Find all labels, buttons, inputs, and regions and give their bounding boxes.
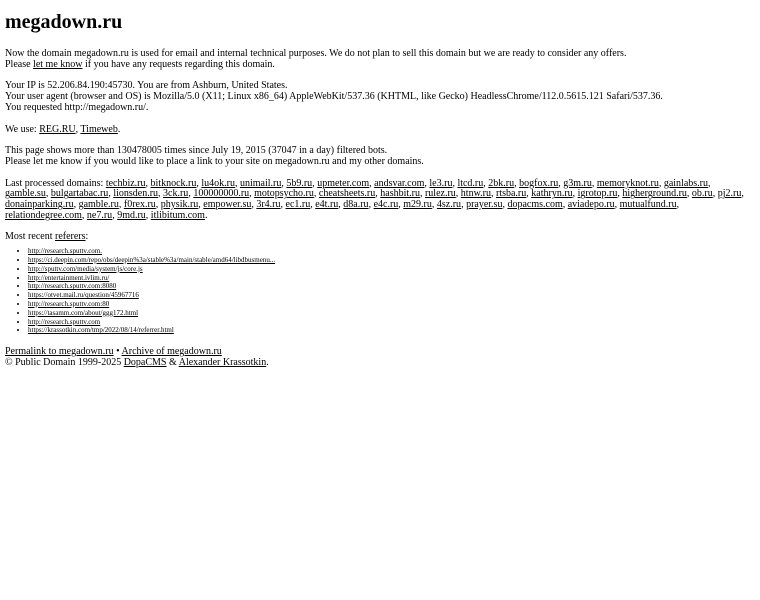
- let-me-know-link[interactable]: let me know: [33, 58, 83, 70]
- domain-link[interactable]: ec1.ru: [285, 199, 311, 211]
- domain-list: [5, 178, 744, 221]
- copyright-amp: &: [166, 356, 179, 368]
- domain-separator: ,: [249, 188, 255, 200]
- domain-separator: ,: [73, 199, 79, 211]
- domain-link[interactable]: ltcd.ru: [457, 177, 484, 189]
- domain-link[interactable]: rulez.ru: [424, 188, 456, 200]
- referer-link[interactable]: https://tasamm.com/about/ggg172.html: [28, 308, 139, 317]
- domain-link[interactable]: bitknock.ru: [150, 177, 197, 189]
- domain-link[interactable]: 100000000.ru: [193, 188, 250, 200]
- we-use-end: .: [117, 123, 121, 135]
- domain-link[interactable]: higherground.ru: [622, 188, 687, 200]
- referers-link[interactable]: referers: [55, 231, 86, 243]
- domain-link[interactable]: donainparking.ru: [5, 199, 74, 211]
- domain-link[interactable]: e4t.ru: [315, 199, 339, 211]
- copyright-text: © Public Domain 1999-2025: [5, 356, 124, 368]
- footer-bullet: •: [113, 346, 122, 358]
- domain-link[interactable]: gamble.su: [5, 188, 46, 200]
- domain-separator: ,: [483, 177, 489, 189]
- domain-link[interactable]: gainlabs.ru: [663, 177, 708, 189]
- domain-link[interactable]: ne7.ru: [86, 209, 113, 221]
- domain-separator: ,: [514, 177, 520, 189]
- domain-link[interactable]: kathryn.ru: [531, 188, 573, 200]
- domain-separator: ,: [707, 177, 711, 189]
- ip-text: Your IP is 52.206.84.190:45730. You are from Ashburn, United States.: [5, 80, 288, 92]
- domain-link[interactable]: empower.su: [203, 199, 252, 211]
- archive-link[interactable]: Archive of megadown.ru: [121, 346, 222, 358]
- domain-link[interactable]: le3.ru: [429, 177, 453, 189]
- referer-link[interactable]: http://research.sputtv.com: [28, 317, 101, 326]
- domain-link[interactable]: cheatsheets.ru: [318, 188, 376, 200]
- domain-link[interactable]: unimail.ru: [239, 177, 282, 189]
- domain-separator: ,: [196, 177, 202, 189]
- referer-link[interactable]: http://sputtv.com/media/system/js/core.js: [28, 264, 143, 273]
- domain-separator: ,: [562, 199, 568, 211]
- domain-link[interactable]: rtsba.ru: [495, 188, 527, 200]
- referer-link[interactable]: https://krassotkin.com/tmp/2022/08/14/referrer.html: [28, 326, 174, 335]
- user-agent-text: Your user agent (browser and OS) is Mozilla/5.0 (X11; Linux x86_64) AppleWebKit/537.36 (KHTML, like Gecko) HeadlessChrome/112.0.5615.121 Safari/537.36.: [5, 91, 663, 103]
- domain-link[interactable]: lionsden.ru: [113, 188, 159, 200]
- referer-item: [28, 309, 755, 318]
- domain-link[interactable]: f0rex.ru: [123, 199, 156, 211]
- processed-label: Last processed domains:: [5, 177, 106, 189]
- domain-link[interactable]: relationdegree.com: [5, 209, 82, 221]
- intro-text: Now the domain megadown.ru is used for email and internal technical purposes. We do not plan to sell this domain but we are ready to consider any offers.: [5, 48, 627, 59]
- domain-separator: ,: [281, 177, 287, 189]
- domain-separator: ,: [526, 188, 532, 200]
- requested-text: You requested http://megadown.ru/.: [5, 101, 149, 113]
- we-use-label: We use:: [5, 123, 40, 135]
- domain-link[interactable]: memoryknot.ru: [596, 177, 659, 189]
- referer-item: [28, 256, 755, 265]
- referer-item: [28, 300, 755, 309]
- domain-link[interactable]: d8a.ru: [343, 199, 369, 211]
- domain-separator: ,: [45, 188, 51, 200]
- domain-link[interactable]: 3ck.ru: [163, 188, 189, 200]
- referer-item: [28, 274, 755, 283]
- domain-separator: ,: [310, 199, 316, 211]
- domain-link[interactable]: physik.ru: [160, 199, 199, 211]
- regru-link[interactable]: REG.RU: [39, 123, 76, 135]
- domain-separator: ,: [280, 199, 286, 211]
- visitor-info: [5, 81, 755, 113]
- domain-separator: ,: [455, 188, 461, 200]
- processed-end: .: [204, 209, 208, 221]
- referer-link[interactable]: https://otvet.mail.ru/question/45967716: [28, 291, 139, 300]
- domain-separator: ,: [313, 188, 319, 200]
- referer-link[interactable]: http://research.sputtv.com.: [28, 247, 102, 256]
- referer-item: [28, 265, 755, 274]
- referers-section: [5, 232, 755, 335]
- domain-separator: ,: [188, 188, 194, 200]
- domain-separator: ,: [338, 199, 344, 211]
- processed-domains: [5, 179, 755, 222]
- domain-link[interactable]: gamble.ru: [78, 199, 119, 211]
- referer-link[interactable]: http://research.sputtv.com:8080: [28, 282, 117, 291]
- domain-separator: ,: [158, 188, 164, 200]
- intro-requests-text: if you have any requests regarding this domain.: [82, 58, 275, 70]
- dopacms-link[interactable]: DopaCMS: [123, 356, 167, 368]
- stats-text: This page shows more than 130478005 times since July 19, 2015 (37047 in a day) filtered bots.: [5, 145, 388, 157]
- domain-link[interactable]: dopacms.com: [507, 199, 563, 211]
- domain-separator: ,: [424, 177, 430, 189]
- domain-separator: ,: [145, 209, 151, 221]
- page-title: megadown.ru: [5, 11, 123, 33]
- domain-separator: ,: [502, 199, 508, 211]
- domain-separator: ,: [369, 177, 375, 189]
- domain-link[interactable]: bogfox.ru: [519, 177, 559, 189]
- referer-list: [5, 247, 755, 335]
- domain-separator: ,: [461, 199, 467, 211]
- domain-link[interactable]: upmeter.com: [317, 177, 370, 189]
- referer-item: [28, 247, 755, 256]
- domain-link[interactable]: aviadepo.ru: [567, 199, 615, 211]
- domain-separator: ,: [234, 177, 240, 189]
- domain-link[interactable]: hashbit.ru: [380, 188, 420, 200]
- domain-separator: ,: [398, 199, 404, 211]
- domain-link[interactable]: 4sz.ru: [436, 199, 462, 211]
- domain-separator: ,: [108, 188, 114, 200]
- domain-link[interactable]: g3m.ru: [563, 177, 592, 189]
- domain-link[interactable]: htnw.ru: [460, 188, 491, 200]
- stats-paragraph: [5, 146, 755, 167]
- domain-link[interactable]: e4c.ru: [373, 199, 399, 211]
- domain-link[interactable]: lu4ok.ru: [201, 177, 235, 189]
- domain-separator: ,: [490, 188, 496, 200]
- link-request-text: Please let me know if you would like to place a link to your site on megadown.ru and my other domains.: [5, 155, 424, 167]
- domain-separator: ,: [368, 199, 374, 211]
- domain-separator: ,: [118, 199, 124, 211]
- domain-link[interactable]: itlibitum.com: [150, 209, 205, 221]
- footer: [5, 347, 755, 368]
- domain-separator: ,: [686, 188, 692, 200]
- domain-separator: ,: [81, 209, 87, 221]
- domain-separator: ,: [419, 188, 425, 200]
- intro-please-text: Please: [5, 58, 34, 70]
- domain-link[interactable]: 5b9.ru: [286, 177, 313, 189]
- author-link[interactable]: Alexander Krassotkin: [178, 356, 267, 368]
- domain-link[interactable]: igrotop.ru: [577, 188, 618, 200]
- domain-link[interactable]: mutualfund.ru: [619, 199, 677, 211]
- domain-separator: ,: [572, 188, 578, 200]
- domain-separator: ,: [375, 188, 381, 200]
- permalink-link[interactable]: Permalink to megadown.ru: [5, 346, 114, 358]
- timeweb-link[interactable]: Timeweb: [80, 123, 118, 135]
- domain-link[interactable]: ob.ru: [691, 188, 713, 200]
- domain-link[interactable]: 9md.ru: [117, 209, 146, 221]
- referers-label: Most recent: [5, 231, 55, 243]
- domain-separator: ,: [145, 177, 151, 189]
- domain-separator: ,: [741, 188, 744, 200]
- referer-item: [28, 291, 755, 300]
- domain-separator: ,: [312, 177, 318, 189]
- referer-link[interactable]: http://entertainment.ivlim.ru/: [28, 273, 110, 282]
- referer-link[interactable]: https://ci.deepin.com/repo/obs/deepin%3a/stable%3a/main/stable/amd64/libdbusmenu...: [28, 255, 276, 264]
- domain-separator: ,: [155, 199, 161, 211]
- referers-colon: :: [85, 231, 89, 243]
- domain-separator: ,: [712, 188, 718, 200]
- we-use-separator: ,: [75, 123, 81, 135]
- domain-separator: ,: [591, 177, 597, 189]
- domain-link[interactable]: andsvar.com: [374, 177, 425, 189]
- intro-paragraph: [5, 49, 755, 70]
- referer-item: [28, 282, 755, 291]
- domain-separator: ,: [112, 209, 118, 221]
- domain-link[interactable]: m29.ru: [403, 199, 432, 211]
- domain-separator: ,: [558, 177, 564, 189]
- domain-separator: ,: [452, 177, 458, 189]
- referer-item: [28, 326, 755, 335]
- domain-link[interactable]: 2bk.ru: [488, 177, 515, 189]
- referer-item: [28, 318, 755, 327]
- copyright-end: .: [266, 356, 269, 368]
- domain-separator: ,: [617, 188, 623, 200]
- domain-separator: ,: [431, 199, 437, 211]
- domain-separator: ,: [251, 199, 257, 211]
- domain-separator: ,: [676, 199, 680, 211]
- domain-link[interactable]: pj2.ru: [717, 188, 742, 200]
- domain-separator: ,: [658, 177, 664, 189]
- domain-link[interactable]: bulgartabac.ru: [50, 188, 109, 200]
- domain-separator: ,: [198, 199, 204, 211]
- domain-separator: ,: [614, 199, 620, 211]
- domain-link[interactable]: techbiz.ru: [105, 177, 146, 189]
- we-use-paragraph: [5, 125, 755, 136]
- domain-link[interactable]: prayer.su: [466, 199, 503, 211]
- domain-link[interactable]: motopsycho.ru: [254, 188, 314, 200]
- domain-link[interactable]: 3r4.ru: [256, 199, 281, 211]
- referer-link[interactable]: http://research.sputtv.com:80: [28, 299, 110, 308]
